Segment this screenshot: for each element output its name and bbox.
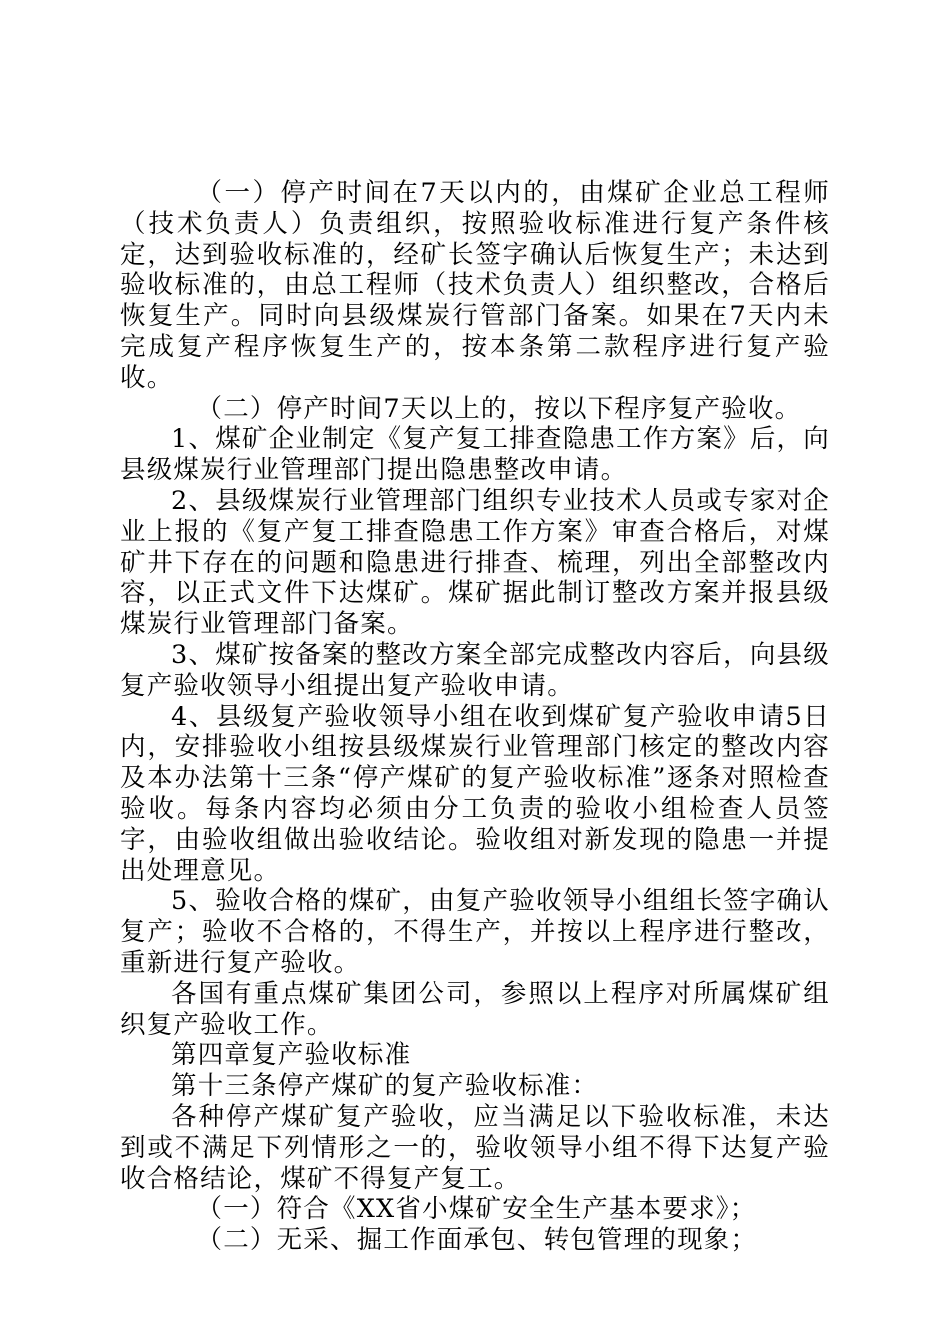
chapter-heading: 第四章复产验收标准 (171, 1040, 412, 1071)
document-body (120, 178, 830, 1256)
paragraph-step-5: 5、验收合格的煤矿，由复产验收领导小组组长签字确认复产；验收不合格的，不得生产，并按以上程序进行整改，重新进行复产验收。 (120, 886, 830, 978)
list-item-standard-1: （一）符合《XX省小煤矿安全生产基本要求》； (196, 1194, 757, 1225)
paragraph-step-1: 1、煤矿企业制定《复产复工排查隐患工作方案》后，向县级煤炭行业管理部门提出隐患整改申请。 (120, 424, 830, 486)
paragraph-shutdown-over-7-days: （二）停产时间7天以上的，按以下程序复产验收。 (196, 393, 802, 424)
list-item-standard-2: （二）无采、掘工作面承包、转包管理的现象； (196, 1225, 758, 1256)
paragraph-state-owned-groups: 各国有重点煤矿集团公司，参照以上程序对所属煤矿组织复产验收工作。 (120, 978, 830, 1040)
paragraph-acceptance-standards: 各种停产煤矿复产验收，应当满足以下验收标准，未达到或不满足下列情形之一的，验收领导小组不得下达复产验收合格结论，煤矿不得复产复工。 (120, 1101, 830, 1194)
article-heading: 第十三条停产煤矿的复产验收标准： (171, 1071, 599, 1102)
paragraph-step-2: 2、县级煤炭行业管理部门组织专业技术人员或专家对企业上报的《复产复工排查隐患工作方案》审查合格后，对煤矿井下存在的问题和隐患进行排查、梳理，列出全部整改内容，以正式文件下达煤矿。煤矿据此制订整改方案并报县级煤炭行业管理部门备案。 (120, 485, 830, 640)
paragraph-shutdown-within-7-days: （一）停产时间在7天以内的，由煤矿企业总工程师（技术负责人）负责组织，按照验收标准进行复产条件核定，达到验收标准的，经矿长签字确认后恢复生产；未达到验收标准的，由总工程师（技术负责人）组织整改，合格后恢复生产。同时向县级煤炭行管部门备案。如果在7天内未完成复产程序恢复生产的，按本条第二款程序进行复产验收。 (120, 178, 830, 393)
paragraph-step-3: 3、煤矿按备案的整改方案全部完成整改内容后，向县级复产验收领导小组提出复产验收申请。 (120, 639, 830, 701)
paragraph-step-4: 4、县级复产验收领导小组在收到煤矿复产验收申请5日内，安排验收小组按县级煤炭行业管理部门核定的整改内容及本办法第十三条“停产煤矿的复产验收标准”逐条对照检查验收。每条内容均必须由分工负责的验收小组检查人员签字，由验收组做出验收结论。验收组对新发现的隐患一并提出处理意见。 (120, 701, 830, 886)
